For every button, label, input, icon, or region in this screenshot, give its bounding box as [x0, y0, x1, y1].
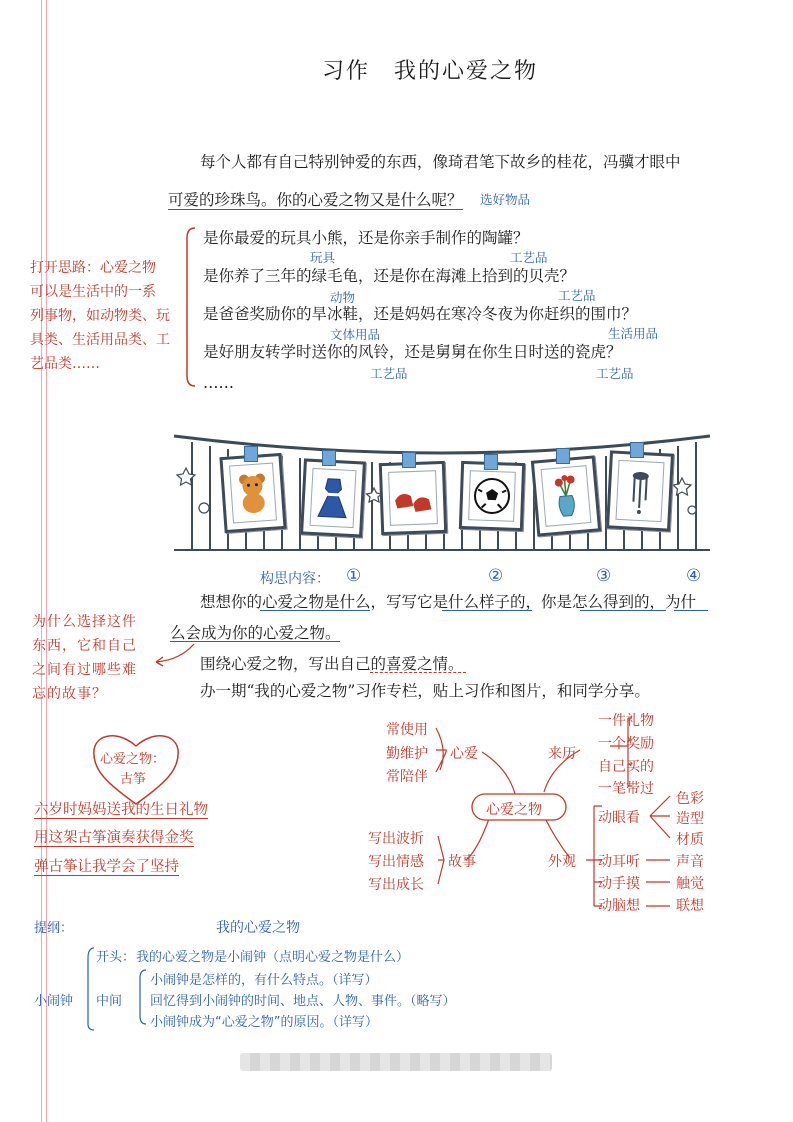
mindmap-story-item: 写出情感: [368, 854, 424, 870]
mindmap-story-label: 故事: [448, 854, 476, 870]
mindmap-hand-label: 动手摸: [598, 876, 640, 892]
intro-line-1: 每个人都有自己特别钟爱的东西，像琦君笔下故乡的桂花，冯骥才眼中: [200, 153, 681, 171]
instruction-line-1: 想想你的心爱之物是什么，写写它是什么样子的，你是怎么得到的，为什: [200, 593, 697, 611]
flower-vase-icon: [541, 465, 592, 527]
photo-frame: [606, 450, 674, 531]
mindmap-love-item: 常使用: [386, 722, 428, 738]
note-line: 列事物，如动物类、玩: [30, 308, 170, 324]
photo-frame: [459, 461, 525, 531]
page-title: 习作 我的心爱之物: [322, 59, 539, 84]
category-note: 工艺品: [510, 250, 548, 265]
story-text: 用这架古筝演奏获得金奖: [34, 830, 194, 846]
mindmap-eye-item: 材质: [676, 832, 704, 848]
outline-label: 提纲：: [34, 921, 74, 936]
note-line: 艺品类……: [30, 356, 100, 372]
question-ellipsis: ……: [203, 374, 234, 392]
photo-frame: [219, 453, 286, 533]
mindmap-center: 心爱之物: [486, 802, 542, 818]
mindmap-origin-item: 一笔带过: [598, 781, 654, 797]
plan-label: 构思内容：: [260, 571, 330, 587]
question-1: 是你最爱的玩具小熊，还是你亲手制作的陶罐？: [203, 229, 529, 247]
clip-icon: [484, 454, 498, 470]
note-line: 为什么选择这件: [32, 614, 137, 630]
outline-start-label: 开头：: [96, 950, 136, 965]
category-note: 玩具: [310, 250, 336, 265]
outline-middle-item: 回忆得到小闹钟的时间、地点、人物、事件。（略写）: [150, 994, 456, 1009]
instruction-underline: [370, 672, 466, 673]
intro-line-2: [168, 188, 463, 210]
margin-line: [46, 0, 47, 1122]
story-line: [34, 798, 208, 819]
mindmap-love-label: 心爱: [450, 746, 478, 762]
note-line: 之间有过哪些难: [32, 662, 137, 678]
note-line: 忘的故事？: [32, 686, 107, 702]
outline-middle-label: 中间: [96, 994, 123, 1009]
plan-number: ③: [596, 566, 612, 586]
clip-icon: [402, 452, 416, 468]
watermark: [240, 1053, 552, 1071]
category-note: 生活用品: [608, 326, 659, 341]
photo-frame: [379, 461, 447, 535]
mindmap-love-item: 常陪伴: [386, 769, 428, 785]
dress-icon: [310, 468, 357, 528]
arrow-icon: [150, 640, 196, 670]
plan-number: ④: [686, 566, 702, 586]
red-shoes-icon: [388, 470, 438, 526]
note-line: 可以是生活中的一系: [30, 284, 156, 300]
outline-title: 我的心爱之物: [216, 920, 300, 936]
left-note-why: [32, 610, 137, 706]
outline-subject: 小闹钟: [34, 994, 74, 1009]
mindmap-eye-item: 造型: [676, 811, 704, 827]
category-note: 工艺品: [558, 288, 596, 303]
mindmap-appearance-label: 外观: [548, 854, 576, 870]
mindmap-brain-result: 联想: [676, 898, 704, 914]
plan-number: ①: [346, 566, 362, 586]
question-4: 是好朋友转学时送你的风铃，还是舅舅在你生日时送的瓷虎？: [203, 343, 622, 361]
clip-icon: [244, 446, 258, 462]
teddy-bear-icon: [229, 463, 277, 524]
mindmap-story-item: 写出成长: [368, 877, 424, 893]
intro-question: 可爱的珍珠鸟。你的心爱之物又是什么呢？: [168, 191, 463, 209]
note-line: 具类、生活用品类、工: [30, 332, 170, 348]
instruction-line-2: 么会成为你的心爱之物。: [170, 624, 341, 642]
note-line: 东西，它和自己: [32, 638, 137, 654]
outline-middle-item: 小闹钟成为“心爱之物”的原因。（详写）: [150, 1015, 378, 1030]
mindmap-origin-label: 来历: [548, 746, 576, 762]
story-text: 弹古筝让我学会了坚持: [34, 859, 179, 875]
photo-frame: [300, 458, 366, 537]
heart-line-2: 古筝: [120, 772, 147, 787]
instruction-underline: [198, 610, 710, 612]
mindmap-eye-label: 动眼看: [598, 810, 640, 826]
note-line: 打开思路：心爱之物: [30, 260, 156, 276]
plan-number: ②: [488, 566, 504, 586]
category-note: 文体用品: [330, 327, 381, 342]
mindmap-brain-label: 动脑想: [598, 898, 640, 914]
question-bracket: [183, 226, 197, 388]
margin-line: [41, 0, 42, 1122]
clip-icon: [322, 450, 336, 466]
instruction-line-4: 办一期“我的心爱之物”习作专栏，贴上习作和图片，和同学分享。: [200, 682, 650, 700]
category-note: 工艺品: [596, 366, 634, 381]
mindmap-story-item: 写出波折: [368, 831, 424, 847]
left-note-open-thinking: [30, 256, 170, 376]
mindmap-origin-item: 一个奖励: [598, 736, 654, 752]
story-line: [34, 855, 179, 876]
clip-icon: [630, 442, 644, 458]
mindmap-love-item: 勤维护: [386, 746, 428, 762]
mindmap-origin-item: 一件礼物: [598, 713, 654, 729]
story-text: 六岁时妈妈送我的生日礼物: [34, 802, 208, 818]
category-note: 工艺品: [370, 366, 408, 381]
intro-note: 选好物品: [480, 192, 531, 207]
photo-frame: [531, 455, 601, 536]
mindmap-hand-result: 触觉: [676, 876, 704, 892]
clip-icon: [556, 448, 570, 464]
question-3: 是爸爸奖励你的旱冰鞋，还是妈妈在寒冷冬夜为你赶织的围巾？: [203, 305, 638, 323]
instruction-line-3: 围绕心爱之物，写出自己的喜爱之情。: [200, 655, 464, 673]
category-note: 动物: [330, 290, 356, 305]
mindmap-eye-item: 色彩: [676, 791, 704, 807]
outline-start-text: 我的心爱之物是小闹钟（点明心爱之物是什么）: [136, 950, 410, 965]
outline-middle-item: 小闹钟是怎样的，有什么特点。（详写）: [150, 973, 378, 988]
story-line: [34, 826, 194, 847]
question-2: 是你养了三年的绿毛龟，还是你在海滩上拾到的贝壳？: [203, 267, 576, 285]
wind-chime-icon: [615, 460, 664, 522]
soccer-ball-icon: [468, 470, 516, 522]
mindmap-ear-result: 声音: [676, 854, 704, 870]
mindmap-origin-item: 自己买的: [598, 759, 654, 775]
mindmap-ear-label: 动耳听: [598, 854, 640, 870]
heart-line-1: 心爱之物：: [100, 752, 166, 767]
